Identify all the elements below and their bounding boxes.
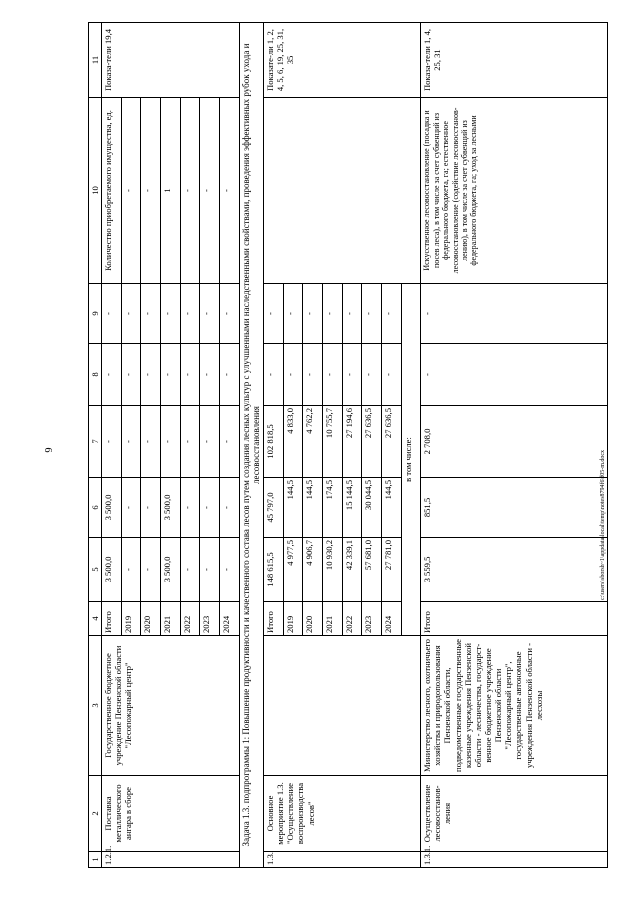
col-header-9: 9 bbox=[89, 284, 102, 344]
total-value: - bbox=[263, 284, 283, 344]
value-cell: - bbox=[421, 284, 608, 344]
year-cell: 2020 bbox=[141, 602, 161, 636]
value-cell: 851,5 bbox=[421, 478, 608, 538]
value-cell: - bbox=[200, 344, 220, 406]
value-cell: - bbox=[180, 406, 200, 478]
value-cell: - bbox=[381, 344, 401, 406]
value-cell: - bbox=[161, 284, 181, 344]
value-cell: - bbox=[121, 406, 141, 478]
value-cell: - bbox=[121, 284, 141, 344]
total-label: Итого bbox=[263, 602, 283, 636]
value-cell: - bbox=[200, 478, 220, 538]
col-header-1: 1 bbox=[89, 852, 102, 868]
value-cell: - bbox=[283, 284, 303, 344]
col-header-11: 11 bbox=[89, 23, 102, 98]
year-cell: 2024 bbox=[381, 602, 401, 636]
value-cell: - bbox=[220, 478, 240, 538]
year-cell: 2022 bbox=[180, 602, 200, 636]
value-cell: - bbox=[141, 344, 161, 406]
value-cell: - bbox=[200, 538, 220, 602]
value-cell: - bbox=[161, 344, 181, 406]
year-cell: 2019 bbox=[121, 602, 141, 636]
col-header-5: 5 bbox=[89, 538, 102, 602]
value-cell: - bbox=[342, 284, 362, 344]
year-cell: 2022 bbox=[342, 602, 362, 636]
value-cell: - bbox=[161, 406, 181, 478]
value-cell: - bbox=[303, 344, 323, 406]
year-cell: 2020 bbox=[303, 602, 323, 636]
value-cell: 2 708,0 bbox=[421, 406, 608, 478]
year-cell: 2023 bbox=[200, 602, 220, 636]
value-cell: - bbox=[303, 284, 323, 344]
value-cell: 144,5 bbox=[283, 478, 303, 538]
value-cell: 27 781,0 bbox=[381, 538, 401, 602]
value-cell: - bbox=[141, 538, 161, 602]
total-value: 45 797,0 bbox=[263, 478, 283, 538]
indicator-ref: Показате-ли 1, 2, 4, 5, 6, 19, 25, 31, 35 bbox=[263, 23, 420, 98]
total-value: 3 500,0 bbox=[102, 538, 122, 602]
program-table bbox=[88, 28, 640, 868]
col-header-10: 10 bbox=[89, 98, 102, 284]
indicator-ref: Показа-тели 19,4 bbox=[102, 23, 240, 98]
indicator-ref: Показа-тели 1, 4, 25, 31 bbox=[421, 23, 608, 98]
value-cell: - bbox=[141, 284, 161, 344]
value-cell: 1 bbox=[161, 98, 181, 284]
value-cell: 4 977,5 bbox=[283, 538, 303, 602]
value-cell: - bbox=[200, 406, 220, 478]
table-row-1-3-total bbox=[263, 23, 283, 868]
table-row-1-3-1 bbox=[421, 23, 608, 868]
total-label: Итого bbox=[421, 602, 608, 636]
value-cell: 27 194,6 bbox=[342, 406, 362, 478]
year-cell: 2021 bbox=[322, 602, 342, 636]
value-cell: - bbox=[381, 284, 401, 344]
value-cell: - bbox=[220, 344, 240, 406]
value-cell: 42 339,1 bbox=[342, 538, 362, 602]
value-cell: - bbox=[342, 344, 362, 406]
task-heading-row bbox=[239, 23, 263, 868]
value-cell: 27 636,5 bbox=[362, 406, 382, 478]
year-cell: 2024 bbox=[220, 602, 240, 636]
total-value: 102 818,5 bbox=[263, 406, 283, 478]
total-value: - bbox=[263, 344, 283, 406]
indicator-name: Искусственное лесовосстановление (посадка и посев леса), в том числе за счет субвенций из федерального бюджета, га; естественное лесовосстановление (содействие лесовосстанов-лению), в том числе за счет субвенций из федерального бюджета, га; уход за лесными bbox=[421, 98, 608, 284]
page-number: 6 bbox=[42, 447, 53, 453]
activity-name: Поставка металлического ангара в сборе bbox=[102, 776, 240, 852]
value-cell: - bbox=[180, 284, 200, 344]
footer-file-path: c:\users\sborsh~1\appdata\local\temp\notes8794f6\f05-m.docx bbox=[600, 449, 606, 600]
total-label: Итого bbox=[102, 602, 122, 636]
value-cell: - bbox=[180, 538, 200, 602]
value-cell: - bbox=[362, 284, 382, 344]
value-cell: 144,5 bbox=[381, 478, 401, 538]
value-cell: - bbox=[180, 98, 200, 284]
value-cell: - bbox=[322, 344, 342, 406]
activity-name: Осуществление лесовосстанов-ления bbox=[421, 776, 608, 852]
executor-empty bbox=[263, 636, 420, 776]
executor: Государственное бюджетное учреждение Пензенской области "Лесопожарный центр" bbox=[102, 636, 240, 776]
value-cell: 27 636,5 bbox=[381, 406, 401, 478]
col-header-2: 2 bbox=[89, 776, 102, 852]
total-value: - bbox=[102, 284, 122, 344]
col-header-6: 6 bbox=[89, 478, 102, 538]
value-cell: 4 906,7 bbox=[303, 538, 323, 602]
value-cell: - bbox=[220, 98, 240, 284]
total-value: 148 615,5 bbox=[263, 538, 283, 602]
value-cell: - bbox=[141, 98, 161, 284]
value-cell: 30 044,5 bbox=[362, 478, 382, 538]
value-cell: - bbox=[180, 478, 200, 538]
table-row-1-2-1-total bbox=[102, 23, 122, 868]
value-cell: - bbox=[121, 538, 141, 602]
column-number-row bbox=[89, 23, 102, 868]
value-cell: 3 500,0 bbox=[161, 538, 181, 602]
value-cell: - bbox=[220, 284, 240, 344]
value-cell: - bbox=[121, 478, 141, 538]
value-cell: 144,5 bbox=[303, 478, 323, 538]
value-cell: 10 755,7 bbox=[322, 406, 342, 478]
value-cell: 174,5 bbox=[322, 478, 342, 538]
value-cell: - bbox=[200, 98, 220, 284]
value-cell: - bbox=[180, 344, 200, 406]
value-cell: - bbox=[141, 478, 161, 538]
indicator-name-empty bbox=[263, 98, 420, 284]
value-cell: - bbox=[121, 98, 141, 284]
total-value: - bbox=[102, 406, 122, 478]
col-header-3: 3 bbox=[89, 636, 102, 776]
value-cell: - bbox=[121, 344, 141, 406]
row-number: 1.3. bbox=[263, 852, 420, 868]
task-heading: Задача 1.3. подпрограммы 1: Повышение продуктивности и качественного состава лесов путем создания лесных культур с улучшенными наследственными свойствами, проведения эффективных рубок ухода и лесовосстановления bbox=[239, 23, 263, 868]
col-header-8: 8 bbox=[89, 344, 102, 406]
value-cell: - bbox=[421, 344, 608, 406]
total-value: - bbox=[102, 344, 122, 406]
value-cell: 10 930,2 bbox=[322, 538, 342, 602]
value-cell: 3 500,0 bbox=[161, 478, 181, 538]
col-header-7: 7 bbox=[89, 406, 102, 478]
year-cell: 2021 bbox=[161, 602, 181, 636]
value-cell: 57 681,0 bbox=[362, 538, 382, 602]
value-cell: - bbox=[220, 406, 240, 478]
including-note: в том числе: bbox=[401, 284, 421, 636]
value-cell: - bbox=[141, 406, 161, 478]
row-number: 1.2.1. bbox=[102, 852, 240, 868]
value-cell: - bbox=[362, 344, 382, 406]
value-cell: - bbox=[200, 284, 220, 344]
value-cell: - bbox=[283, 344, 303, 406]
value-cell: 4 833,0 bbox=[283, 406, 303, 478]
total-value: 3 500,0 bbox=[102, 478, 122, 538]
col-header-4: 4 bbox=[89, 602, 102, 636]
value-cell: - bbox=[322, 284, 342, 344]
year-cell: 2023 bbox=[362, 602, 382, 636]
row-number: 1.3.1. bbox=[421, 852, 608, 868]
executor: Министерство лесного, охотничьего хозяйства и природопользования Пензенской области, подведомственные государственные казенные учреждения Пензенской области - лесничества, государст-венное бюджетное учреждение Пензенской области "Лесопожарный центр", государственные автономные учреждения Пензенской области - лесхозы bbox=[421, 636, 608, 776]
value-cell: 4 762,2 bbox=[303, 406, 323, 478]
year-cell: 2019 bbox=[283, 602, 303, 636]
value-cell: 15 144,5 bbox=[342, 478, 362, 538]
activity-name: Основное мероприятие 1.3. "Осуществление воспроизводства лесов" bbox=[263, 776, 420, 852]
value-cell: 3 559,5 bbox=[421, 538, 608, 602]
indicator-name: Количество приобретаемого имущества, ед. bbox=[102, 98, 122, 284]
value-cell: - bbox=[220, 538, 240, 602]
